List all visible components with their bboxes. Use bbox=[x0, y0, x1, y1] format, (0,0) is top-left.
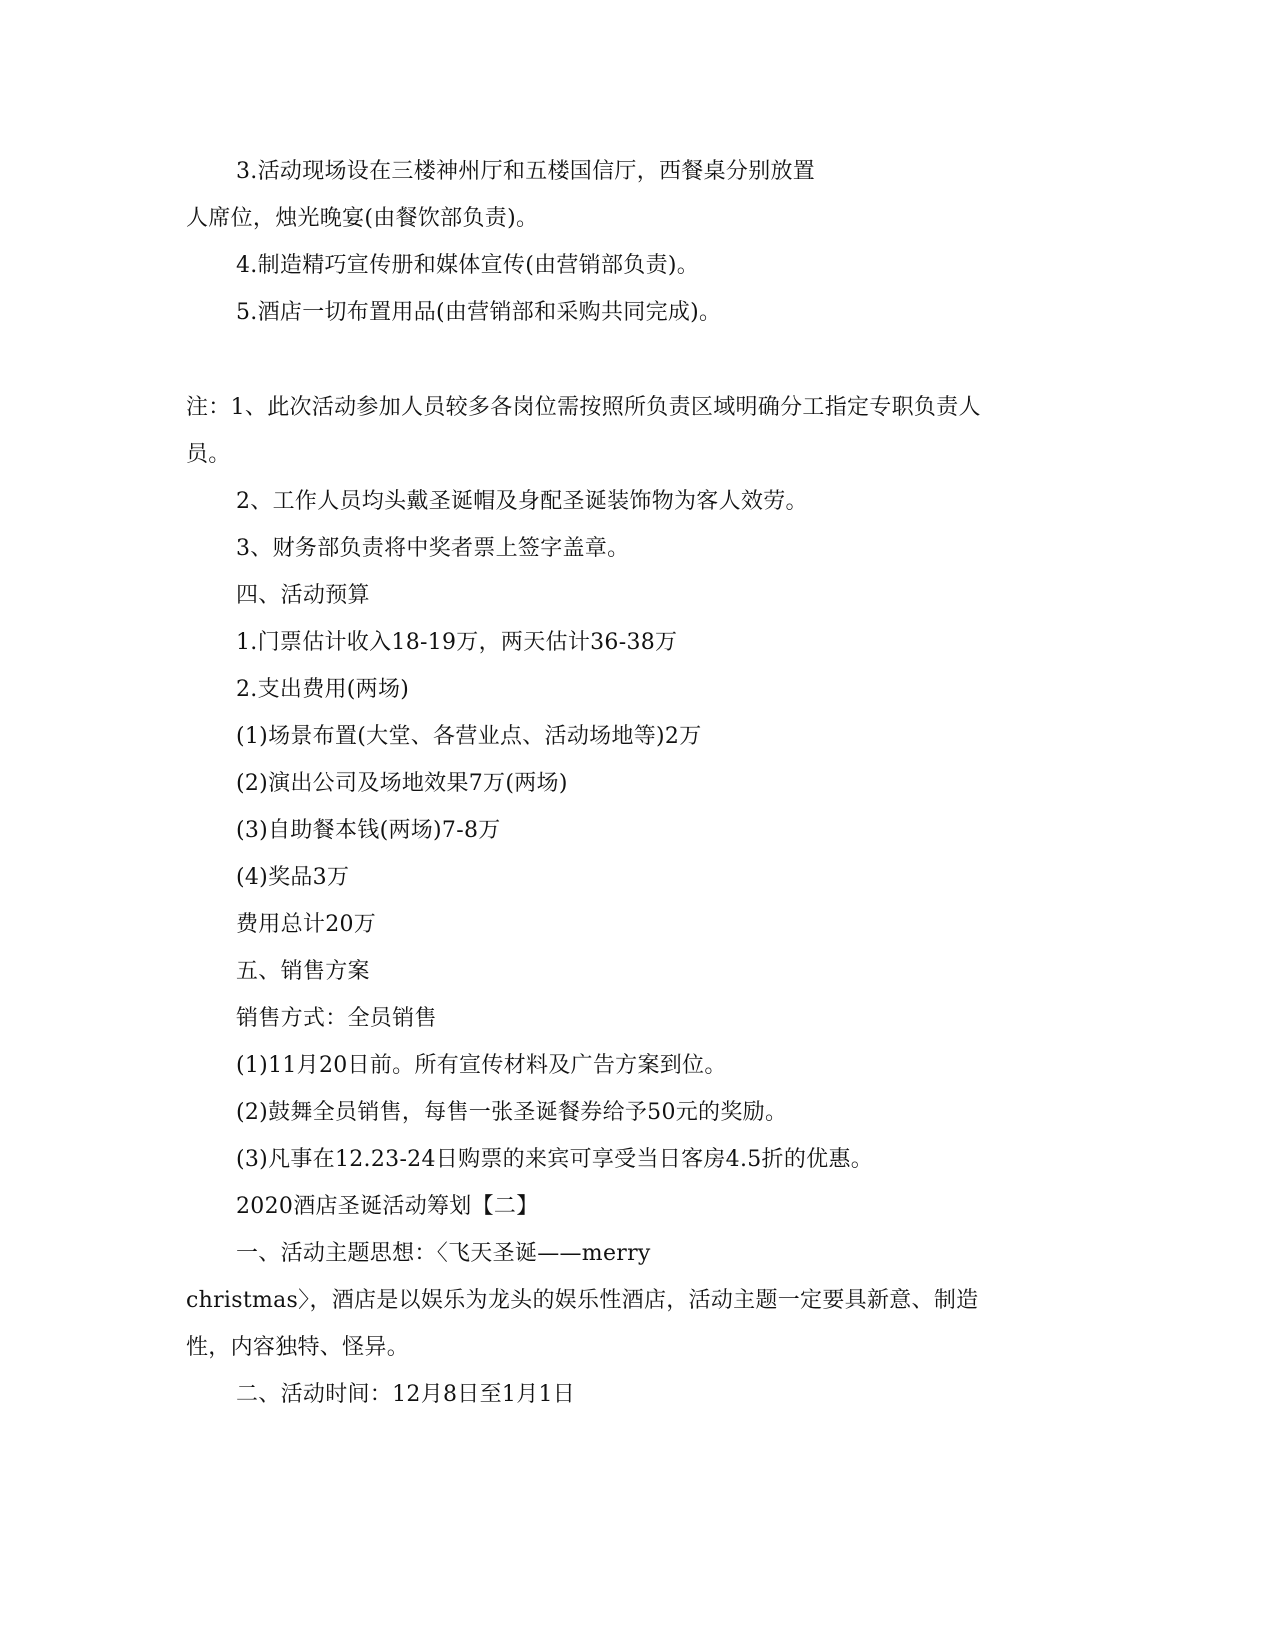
paragraph-line: 3.活动现场设在三楼神州厅和五楼国信厅，西餐桌分别放置 bbox=[236, 159, 816, 184]
note-line: 员。 bbox=[186, 442, 231, 467]
note-line: 2、工作人员均头戴圣诞帽及身配圣诞装饰物为客人效劳。 bbox=[236, 489, 808, 514]
paragraph-line: 4.制造精巧宣传册和媒体宣传(由营销部负责)。 bbox=[236, 253, 700, 278]
note-line: 注：1、此次活动参加人员较多各岗位需按照所负责区域明确分工指定专职负责人 bbox=[186, 395, 981, 420]
section-heading: 五、销售方案 bbox=[236, 959, 370, 984]
paragraph-line: 1.门票估计收入18-19万，两天估计36-38万 bbox=[236, 630, 678, 655]
paragraph-line: 性，内容独特、怪异。 bbox=[186, 1335, 410, 1360]
paragraph-line: 人席位，烛光晚宴(由餐饮部负责)。 bbox=[186, 206, 539, 231]
paragraph-line: christmas〉，酒店是以娱乐为龙头的娱乐性酒店，活动主题一定要具新意、制造 bbox=[186, 1288, 979, 1313]
section-heading: 二、活动时间：12月8日至1月1日 bbox=[236, 1382, 576, 1407]
section-heading: 一、活动主题思想：〈飞天圣诞——merry bbox=[236, 1241, 651, 1266]
list-item: (2)演出公司及场地效果7万(两场) bbox=[236, 771, 568, 796]
section-title: 2020酒店圣诞活动筹划【二】 bbox=[236, 1194, 539, 1219]
paragraph-line: 销售方式：全员销售 bbox=[236, 1006, 437, 1031]
section-heading: 四、活动预算 bbox=[236, 583, 370, 608]
paragraph-line: 5.酒店一切布置用品(由营销部和采购共同完成)。 bbox=[236, 300, 722, 325]
list-item: (1)11月20日前。所有宣传材料及广告方案到位。 bbox=[236, 1053, 727, 1078]
list-item: (2)鼓舞全员销售，每售一张圣诞餐券给予50元的奖励。 bbox=[236, 1100, 788, 1125]
list-item: (1)场景布置(大堂、各营业点、活动场地等)2万 bbox=[236, 724, 702, 749]
list-item: (3)自助餐本钱(两场)7-8万 bbox=[236, 818, 501, 843]
paragraph-line: 2.支出费用(两场) bbox=[236, 677, 410, 702]
list-item: (4)奖品3万 bbox=[236, 865, 350, 890]
note-line: 3、财务部负责将中奖者票上签字盖章。 bbox=[236, 536, 630, 561]
list-item: (3)凡事在12.23-24日购票的来宾可享受当日客房4.5折的优惠。 bbox=[236, 1147, 874, 1172]
paragraph-line: 费用总计20万 bbox=[236, 912, 377, 937]
